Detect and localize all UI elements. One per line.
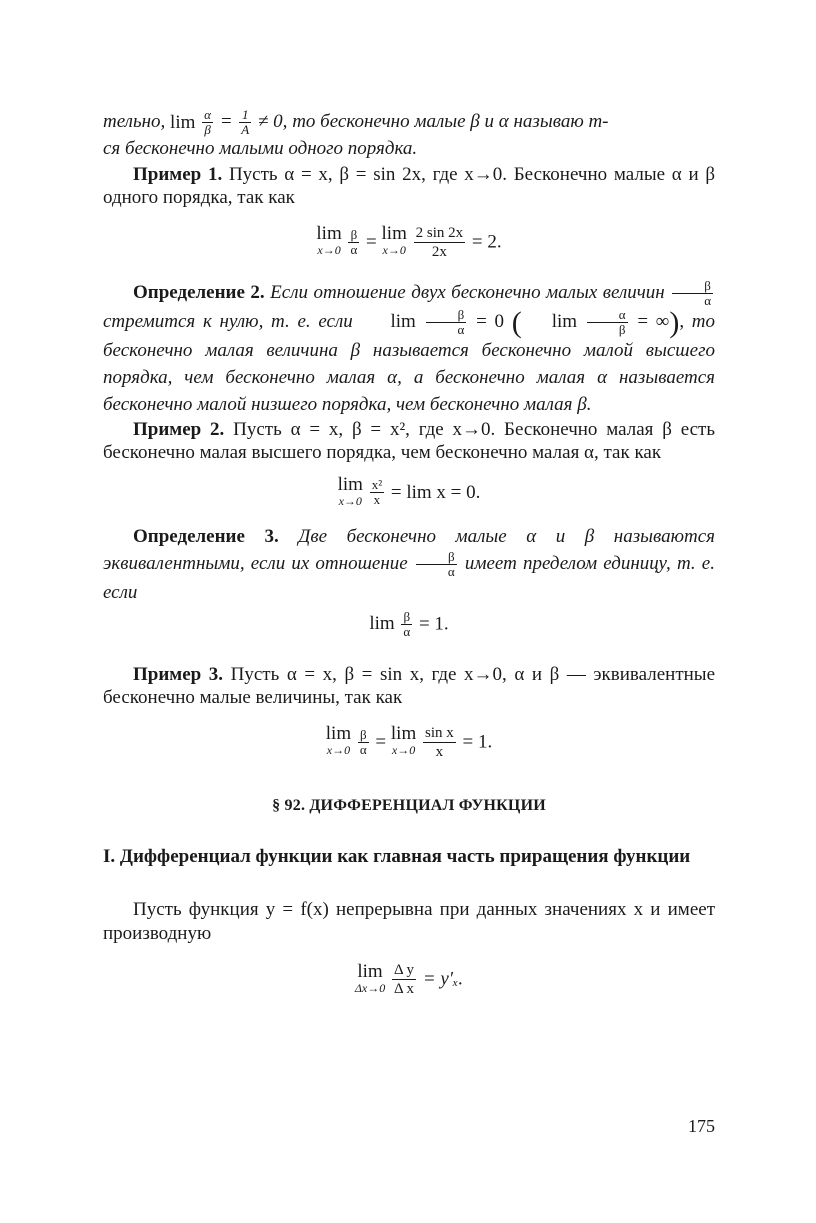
section-heading: § 92. ДИФФЕРЕНЦИАЛ ФУНКЦИИ	[272, 796, 546, 814]
example-2	[103, 418, 715, 465]
fraction-alpha-beta: $\frac{\alpha}{\beta}$	[204, 107, 211, 137]
definition-3-heading: Определение 3.	[133, 525, 279, 547]
definition-2-heading: Определение 2.	[133, 281, 265, 303]
formula-example-1: lim x→0 $\frac{\beta}{\alpha}$ = lim x→0 $\frac{2 \sin 2x}{2x}$ = 2.	[316, 223, 502, 260]
text: тельно,	[103, 110, 166, 132]
lim-expr: lim	[170, 111, 196, 133]
definition-3: Определение 3. Две бесконечно малые α и β называются эквивалентными, если их отношение $\frac{\beta}{\alpha}$ имеет пределом единицу, т. е. если	[103, 525, 715, 603]
paragraph-function: Пусть функция y = f(x) непрерывна при данных значениях x и имеет производную	[103, 899, 715, 944]
definition-2: Определение 2. Если отношение двух бесконечно малых величин $\frac{\beta}{\alpha}$ стремится к нулю, т. е. если lim $\frac{\beta}{\alpha}$ = 0 ( lim $\frac{\alpha}{\beta}$ = ∞), то бесконечно малая величина β называется бесконечно малой высшего порядка, чем бесконечно малая α, а бесконечно малая α называется бесконечно малой низшего порядка, чем бесконечно малая β.	[103, 277, 716, 415]
fraction-1-A: $\frac{1}{A}$	[241, 107, 250, 137]
example-3	[103, 663, 715, 710]
example-1-text: Пусть α = x, β = sin 2x, где x→0. Бесконечно малые α и β одного порядка, так как	[103, 163, 715, 208]
page-body	[103, 108, 715, 998]
formula-derivative: lim Δx→0 $\frac{\text{Δ y}}{\text{Δ x}}$ = y′ₓ.	[354, 960, 464, 998]
top-line-2: ся бесконечно малыми одного порядка.	[103, 138, 418, 159]
page-number: 175	[688, 1116, 715, 1136]
example-1-heading: Пример 1.	[133, 163, 223, 185]
example-1	[103, 163, 715, 210]
formula-example-2: lim x→0 $\frac{\text{x²}}{x}$ = lim x = 0.	[337, 473, 481, 508]
example-3-text: Пусть α = x, β = sin x, где x→0, α и β — эквивалентные бесконечно малые величины, так как	[103, 663, 716, 709]
example-2-text: Пусть α = x, β = x², где x→0. Бесконечно малая β есть бесконечно малая высшего порядка, чем бесконечно малая α, так как	[103, 418, 716, 464]
formula-example-3: lim x→0 $\frac{\beta}{\alpha}$ = lim x→0 $\frac{\text{sin x}}{x}$ = 1.	[325, 723, 493, 760]
example-2-heading: Пример 2.	[133, 418, 225, 440]
text: то бесконечно малые β и α называю т-	[292, 110, 609, 132]
formula-definition-3: lim $\frac{\beta}{\alpha}$ = 1.	[369, 608, 449, 639]
example-3-heading: Пример 3.	[133, 663, 224, 685]
subsection-heading: I. Дифференциал функции как главная часть приращения функции	[103, 845, 691, 867]
top-line-1: тельно, lim $\frac{\alpha}{\beta}$ = $\frac{1}{A}$ ≠ 0, то бесконечно малые β и α называю т-	[103, 107, 609, 137]
